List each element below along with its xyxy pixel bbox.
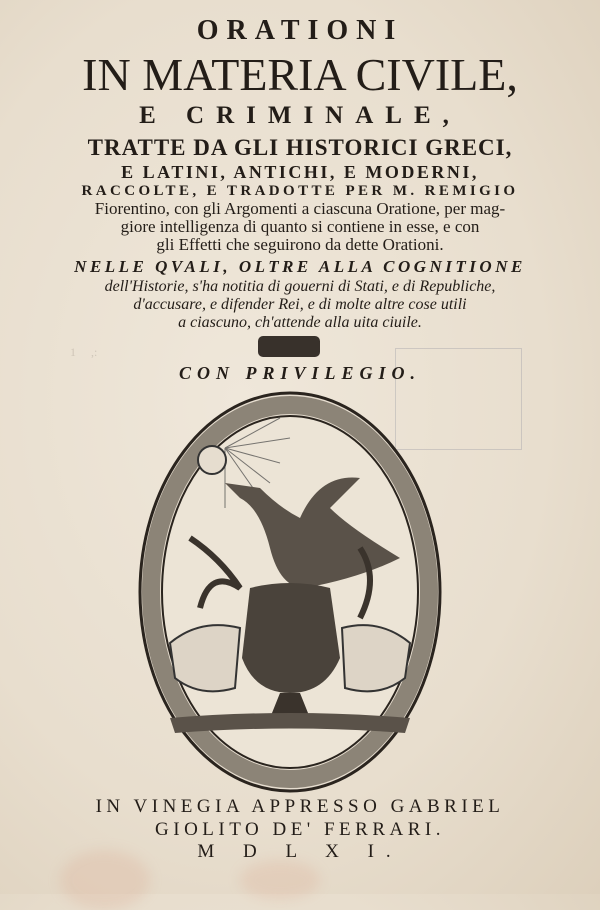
- imprint-line: GIOLITO DE' FERRARI.: [155, 819, 445, 840]
- italic-line: d'accusare, e difender Rei, e di molte altre cose utili: [133, 296, 467, 313]
- privilege-line: CON PRIVILEGIO.: [178, 363, 422, 383]
- imprint-date: M D L X I.: [197, 841, 403, 862]
- subtitle-line: giore intelligenza di quanto si contiene in esse, e con: [120, 217, 480, 236]
- title-line: RACCOLTE, E TRADOTTE PER M. REMIGIO: [81, 183, 519, 199]
- bleed-through-text: 1 ,:: [70, 345, 98, 359]
- title-line: E CRIMINALE,: [139, 102, 461, 129]
- printer-device-emblem: [130, 388, 450, 798]
- ornament-fleuron: [258, 336, 320, 357]
- title-line: E LATINI, ANTICHI, E MODERNI,: [121, 162, 479, 182]
- subtitle-line: gli Effetti che seguirono da dette Orationi.: [156, 235, 444, 254]
- title-line: TRATTE DA GLI HISTORICI GRECI,: [87, 135, 513, 160]
- italic-line: dell'Historie, s'ha notitia di gouerni di Stati, e di Republiche,: [104, 278, 496, 295]
- title-line: ORATIONI: [196, 15, 404, 46]
- title-main: IN MATERIA CIVILE,: [82, 49, 518, 100]
- imprint-line: IN VINEGIA APPRESSO GABRIEL: [95, 796, 505, 817]
- subtitle-line: Fiorentino, con gli Argomenti a ciascuna Oratione, per mag-: [94, 199, 506, 218]
- italic-line: a ciascuno, ch'attende alla uita ciuile.: [178, 314, 422, 331]
- italic-heading: NELLE QVALI, OLTRE ALLA COGNITIONE: [74, 257, 526, 276]
